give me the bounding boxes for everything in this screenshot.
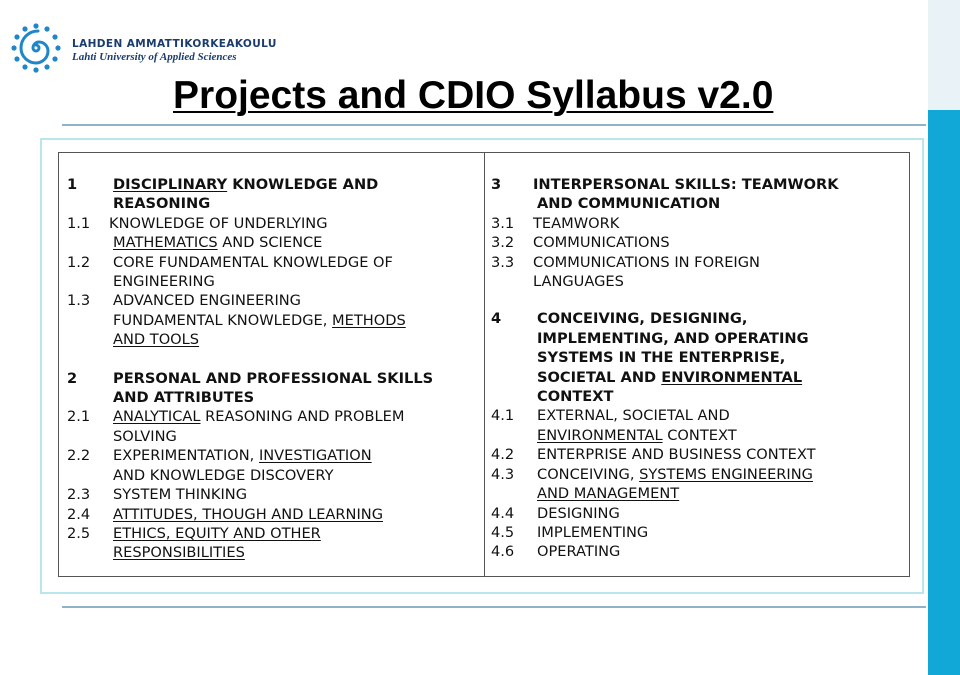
title-text: AND ATTRIBUTES [113,389,255,407]
item-number: 1.1 [67,214,91,232]
lamk-spiral-logo-icon [10,22,62,74]
underlined-term: ENVIRONMENTAL [661,368,803,386]
section-4-heading [491,309,905,328]
section-title: CONCEIVING, DESIGNING, [537,310,748,328]
item-1-1-cont [67,233,487,252]
item-1-3-cont2 [67,330,487,349]
item-text: EXTERNAL, SOCIETAL AND [537,407,730,425]
item-text: AND SCIENCE [217,234,323,252]
item-text: FUNDAMENTAL KNOWLEDGE, [113,311,333,329]
underlined-term: ETHICS, EQUITY AND OTHER [113,524,321,542]
item-text: CONCEIVING, [537,465,640,483]
item-1-2-cont [67,272,487,291]
item-number: 4.5 [491,523,515,541]
item-number: 2.3 [67,486,91,504]
item-2-1 [67,407,487,426]
item-4-5 [491,523,905,542]
top-divider [62,124,926,126]
item-4-1 [491,406,905,425]
section-number: 2 [67,369,78,387]
underlined-term: ENVIRONMENTAL [537,426,663,444]
item-text: COMMUNICATIONS [533,234,670,252]
item-2-1-cont [67,427,487,446]
item-number: 2.4 [67,505,91,523]
item-4-1-cont [491,426,905,445]
item-4-2 [491,445,905,464]
item-1-2 [67,253,487,272]
item-1-3-cont [67,311,487,330]
item-text: CONTEXT [662,426,737,444]
title-text: SOCIETAL AND [537,368,662,386]
item-3-2 [491,233,905,252]
title-text: REASONING [113,195,211,213]
underlined-term: ANALYTICAL [113,408,201,426]
item-4-3-cont [491,484,905,503]
section-1-heading [67,175,487,194]
section-2-heading-cont [67,388,487,407]
underlined-term: SYSTEMS ENGINEERING [639,465,813,483]
organization-wordmark [72,38,277,64]
section-4-heading-cont4 [491,387,905,406]
underlined-term: RESPONSIBILITIES [113,544,245,562]
section-4-heading-cont2 [491,348,905,367]
section-1-heading-cont [67,194,487,213]
section-number: 1 [67,176,78,193]
org-subtitle: Lahti University of Applied Sciences [72,51,237,63]
section-3-heading [491,175,905,194]
section-title: PERSONAL AND PROFESSIONAL SKILLS [113,369,434,387]
item-number: 4.4 [491,504,515,522]
section-4-heading-cont [491,329,905,348]
item-3-1 [491,214,905,233]
underlined-term: INVESTIGATION [258,447,372,465]
underlined-term: DISCIPLINARY [113,176,228,193]
left-column [67,175,487,563]
item-number: 2.5 [67,524,91,542]
item-number: 3.1 [491,214,515,232]
section-number: 3 [491,176,502,193]
item-text: DESIGNING [537,504,620,522]
section-3-heading-cont [491,194,905,213]
item-3-3 [491,253,905,272]
item-text: CORE FUNDAMENTAL KNOWLEDGE OF [113,253,393,271]
section-title: INTERPERSONAL SKILLS: TEAMWORK [533,176,839,193]
item-text: IMPLEMENTING [537,523,649,541]
item-number: 4.1 [491,407,515,425]
item-text: EXPERIMENTATION, [113,447,259,465]
section-title [113,175,487,194]
underlined-term: METHODS [332,311,406,329]
title-text: AND COMMUNICATION [537,195,721,213]
section-2-heading [67,369,487,388]
item-text: ENTERPRISE AND BUSINESS CONTEXT [537,446,816,464]
item-text: KNOWLEDGE OF UNDERLYING [109,214,328,232]
section-4-heading-cont3 [491,368,905,387]
item-text: TEAMWORK [533,214,620,232]
item-2-2 [67,446,487,465]
item-number: 1.2 [67,253,91,271]
item-number: 4.3 [491,465,515,483]
underlined-term: MATHEMATICS [113,234,218,252]
page-title: Projects and CDIO Syllabus v2.0 [173,74,774,117]
item-text: SYSTEM THINKING [113,486,248,504]
underlined-term: AND TOOLS [113,331,200,349]
title-text: IMPLEMENTING, AND OPERATING [537,329,809,347]
item-4-3 [491,465,905,484]
item-2-3 [67,485,487,504]
item-text: COMMUNICATIONS IN FOREIGN [533,253,760,271]
item-text: OPERATING [537,543,621,561]
section-number: 4 [491,310,502,328]
item-number: 3.3 [491,253,515,271]
item-2-4 [67,505,487,524]
underlined-term: AND MANAGEMENT [537,485,680,503]
item-number: 4.2 [491,446,515,464]
syllabus-table [58,152,910,577]
item-number: 4.6 [491,543,515,561]
title-text: KNOWLEDGE AND [227,176,379,193]
right-accent-bar [928,110,960,675]
item-2-5-cont [67,543,487,562]
item-1-1 [67,214,487,233]
item-text: SOLVING [113,427,177,445]
item-2-5 [67,524,487,543]
item-4-6 [491,542,905,561]
underlined-term: ATTITUDES, THOUGH AND LEARNING [113,505,383,523]
item-number: 1.3 [67,292,91,310]
item-2-2-cont [67,466,487,485]
bottom-divider [62,606,926,608]
item-number: 3.2 [491,234,515,252]
item-number: 2.2 [67,447,91,465]
item-text: LANGUAGES [533,273,624,291]
title-text: CONTEXT [537,388,614,406]
item-4-4 [491,504,905,523]
item-text: REASONING AND PROBLEM [200,408,405,426]
org-name: LAHDEN AMMATTIKORKEAKOULU [72,38,277,50]
item-text: ENGINEERING [113,273,215,291]
title-text: SYSTEMS IN THE ENTERPRISE, [537,349,786,367]
item-text: ADVANCED ENGINEERING [113,292,301,310]
right-column [491,175,905,562]
item-number: 2.1 [67,408,91,426]
item-3-3-cont [491,272,905,291]
item-text: AND KNOWLEDGE DISCOVERY [113,466,334,484]
item-1-3 [67,291,487,310]
